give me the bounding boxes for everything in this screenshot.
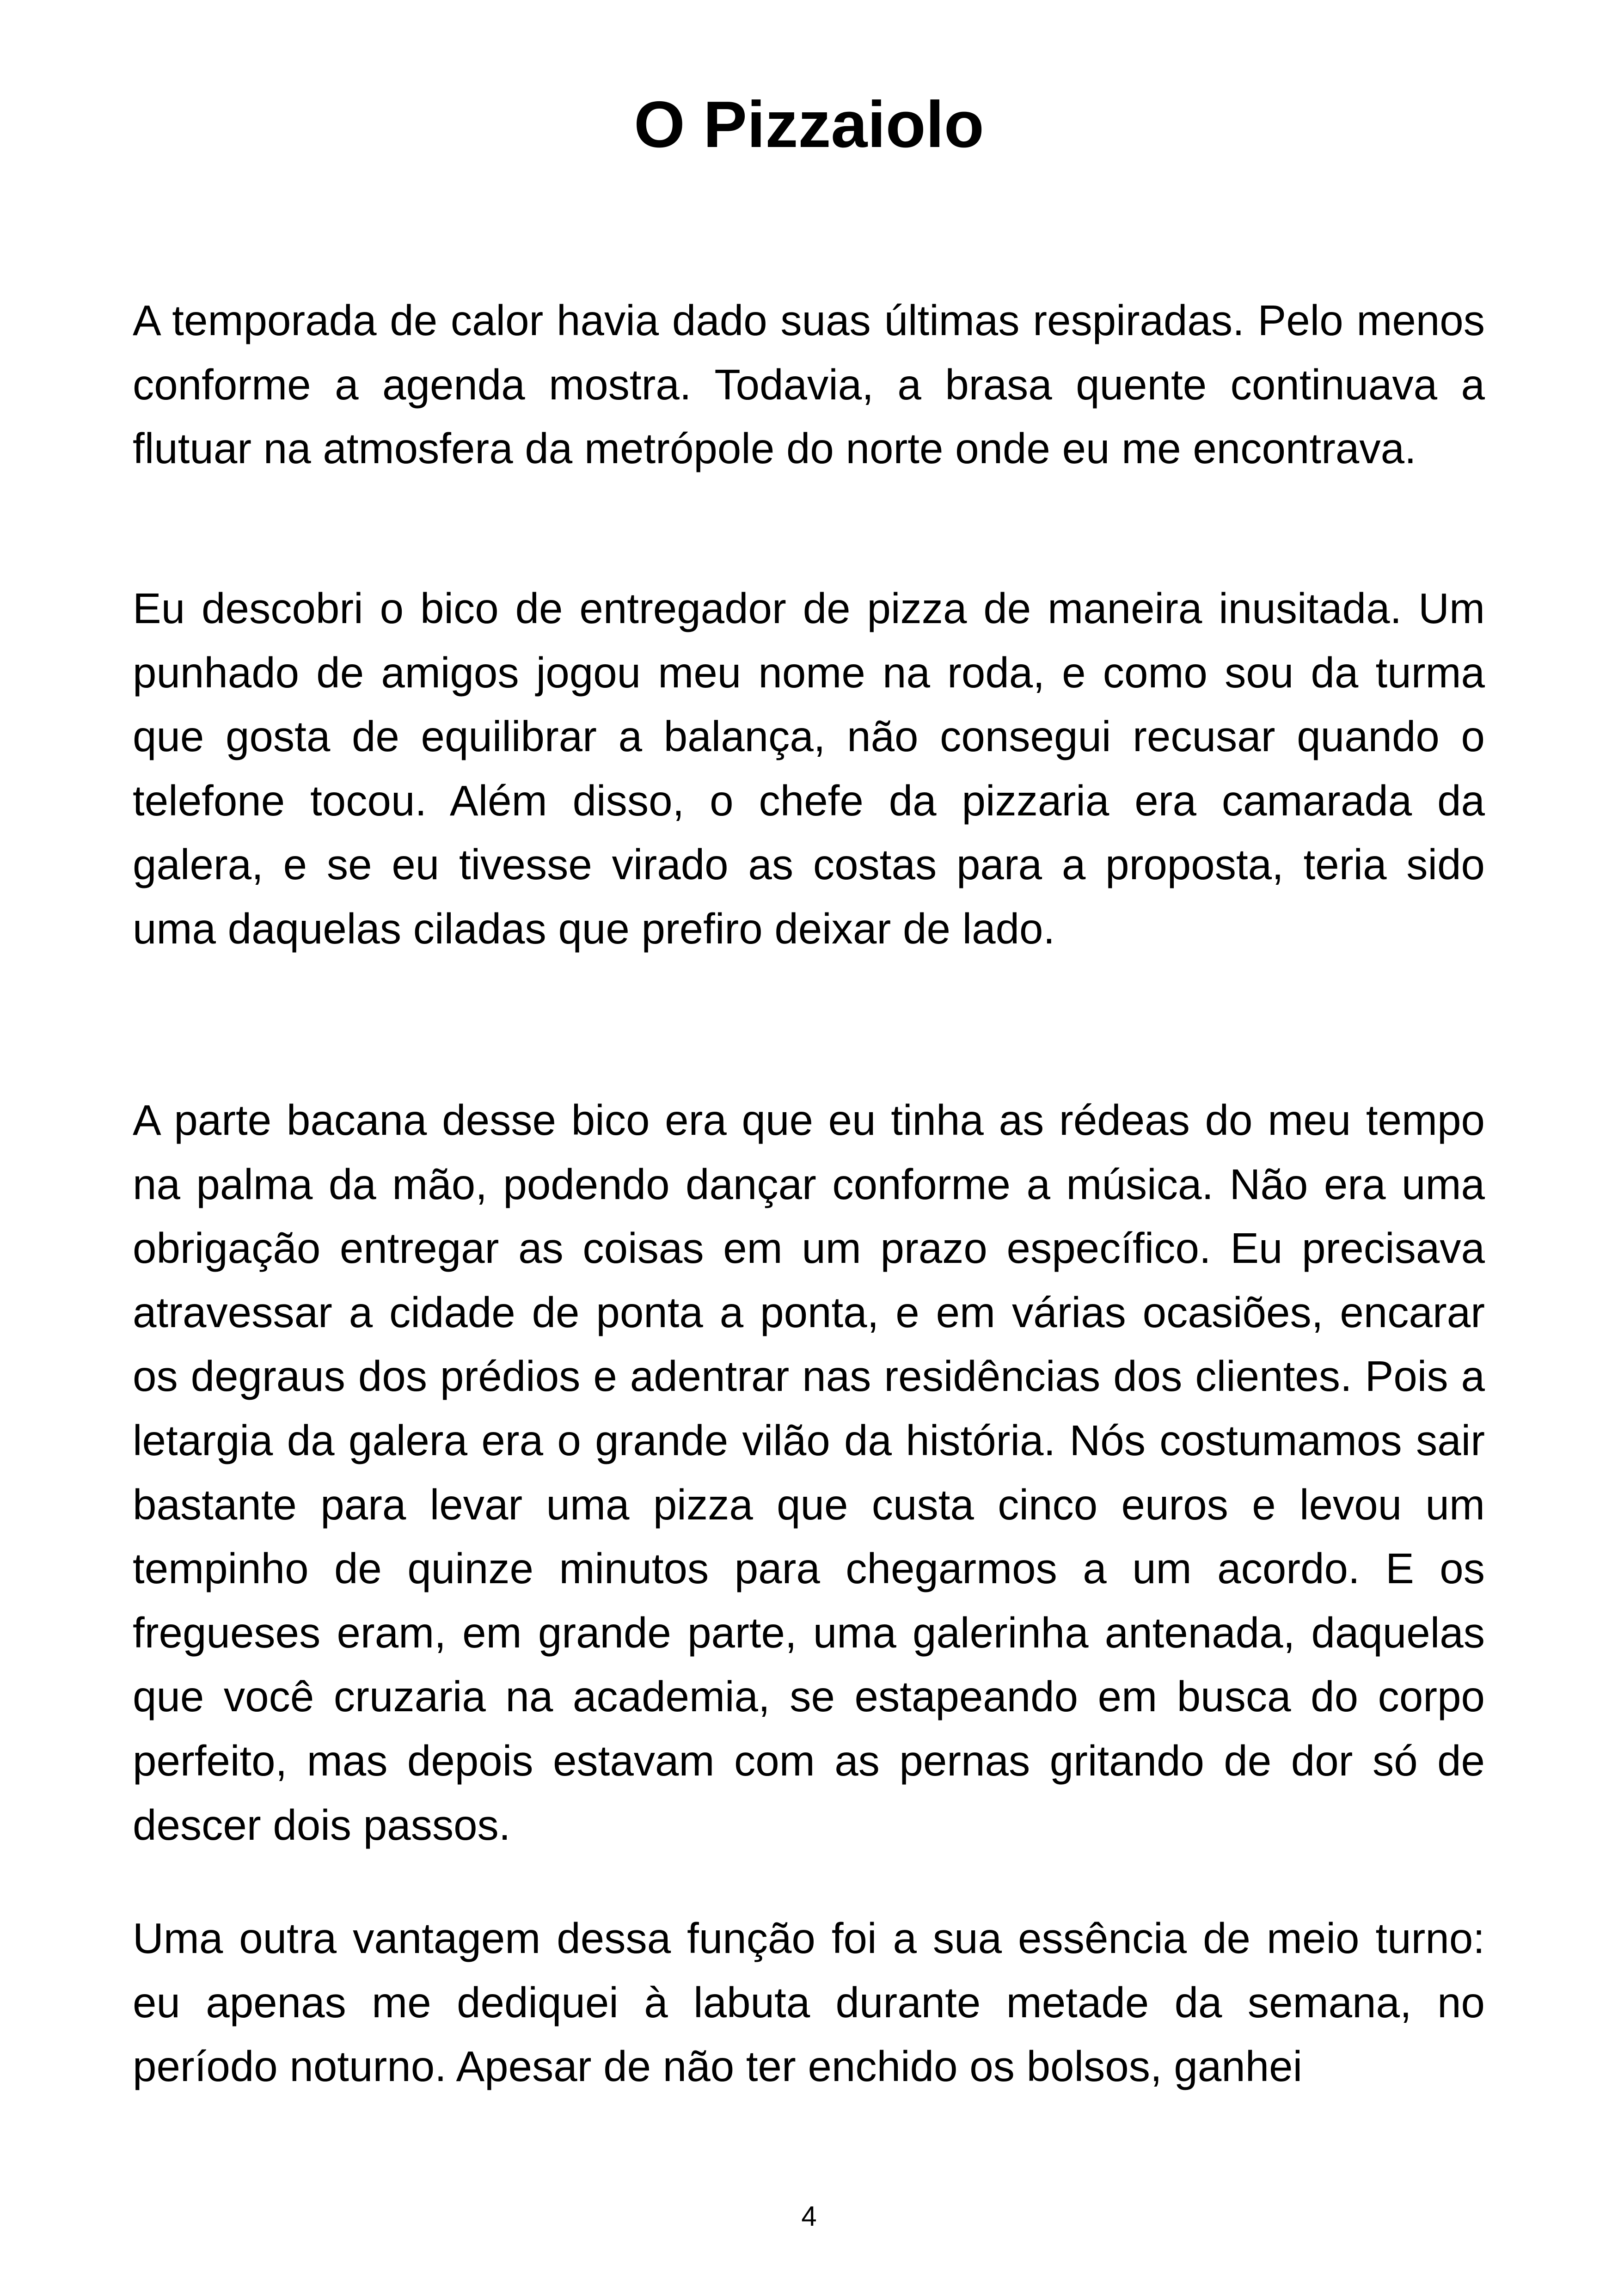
- paragraph-3: A parte bacana desse bico era que eu tinha as rédeas do meu tempo na palma da mão, podendo dançar conforme a música. Não era uma obrigação entregar as coisas em um prazo específico. Eu precisava atravessar a cidade de ponta a ponta, e em várias ocasiões, encarar os degraus dos prédios e adentrar nas residências dos clientes. Pois a letargia da galera era o grande vilão da história. Nós costumamos sair bastante para levar uma pizza que custa cinco euros e levou um tempinho de quinze minutos para chegarmos a um acordo. E os fregueses eram, em grande parte, uma galerinha antenada, daquelas que você cruzaria na academia, se estapeando em busca do corpo perfeito, mas depois estavam com as pernas gritando de dor só de descer dois passos.: [133, 1096, 1485, 1849]
- paragraph-1: A temporada de calor havia dado suas últimas respiradas. Pelo menos conforme a agenda mostra. Todavia, a brasa quente continuava a flutuar na atmosfera da metrópole do norte onde eu me encontrava.: [133, 296, 1485, 473]
- paragraph-2: Eu descobri o bico de entregador de pizza de maneira inusitada. Um punhado de amigos jogou meu nome na roda, e como sou da turma que gosta de equilibrar a balança, não consegui recusar quando o telefone tocou. Além disso, o chefe da pizzaria era camarada da galera, e se eu tivesse virado as costas para a proposta, teria sido uma daquelas ciladas que prefiro deixar de lado.: [133, 584, 1485, 953]
- paragraph-4: Uma outra vantagem dessa função foi a sua essência de meio turno: eu apenas me dediquei à labuta durante metade da semana, no período noturno. Apesar de não ter enchido os bolsos, ganhei: [133, 1914, 1485, 2091]
- page-title: O Pizzaiolo: [634, 88, 984, 161]
- page-number: 4: [801, 2201, 817, 2232]
